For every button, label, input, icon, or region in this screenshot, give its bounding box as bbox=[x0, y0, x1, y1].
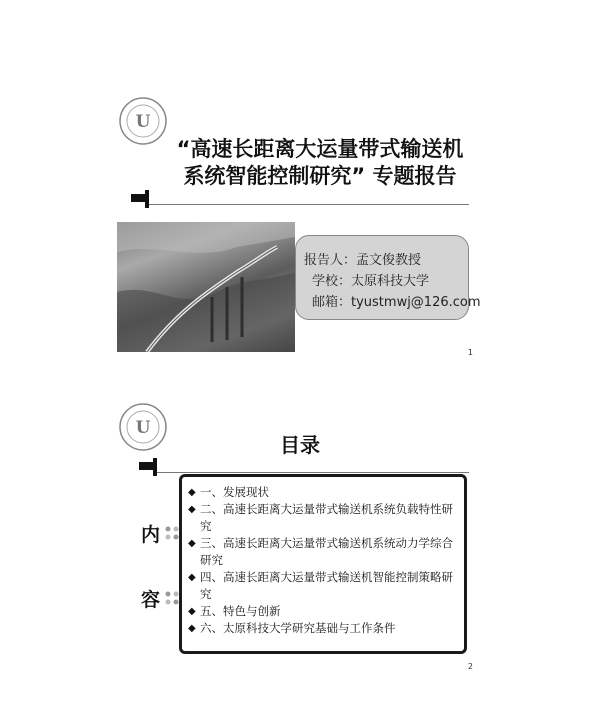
toc-item: ◆ 三、高速长距离大运量带式输送机系统动力学综合研究 bbox=[188, 536, 453, 567]
page-number: 2 bbox=[467, 662, 473, 671]
toc-item: ◆ 五、特色与创新 bbox=[188, 604, 281, 618]
side-char-nei: 内 bbox=[141, 524, 161, 546]
dots-icon bbox=[165, 526, 179, 540]
reporter-name: 报告人：孟文俊教授 bbox=[304, 253, 422, 268]
reporter-email: 邮箱：tyustmwj@126.com bbox=[312, 295, 481, 310]
report-title-line-2: 系统智能控制研究” 专题报告 bbox=[183, 164, 457, 188]
dots-icon bbox=[165, 591, 179, 605]
rule-marker bbox=[131, 194, 145, 202]
reporter-info-box bbox=[295, 235, 481, 320]
conveyor-photo bbox=[117, 222, 295, 352]
title-rule bbox=[157, 472, 469, 473]
logo-letter: U bbox=[135, 418, 151, 438]
rule-marker-bar bbox=[153, 458, 157, 476]
university-logo bbox=[118, 96, 168, 146]
rule-marker bbox=[139, 462, 153, 470]
rule-marker-bar bbox=[145, 190, 149, 208]
toc-item: ◆ 二、高速长距离大运量带式输送机系统负载特性研究 bbox=[188, 502, 453, 533]
title-rule bbox=[149, 204, 469, 205]
diamond-bullet-icon: ◆ bbox=[188, 572, 196, 583]
diamond-bullet-icon: ◆ bbox=[188, 487, 196, 498]
toc-box bbox=[179, 474, 467, 654]
diamond-bullet-icon: ◆ bbox=[188, 623, 196, 634]
page-number: 1 bbox=[467, 348, 473, 357]
slide-2 bbox=[115, 392, 485, 674]
toc-item: ◆ 六、太原科技大学研究基础与工作条件 bbox=[188, 621, 396, 635]
toc-item: ◆ 四、高速长距离大运量带式输送机智能控制策略研究 bbox=[188, 570, 453, 601]
reporter-school: 学校：太原科技大学 bbox=[312, 274, 430, 289]
diamond-bullet-icon: ◆ bbox=[188, 606, 196, 617]
toc-item: ◆ 一、发展现状 bbox=[188, 485, 269, 499]
slide-1 bbox=[115, 90, 485, 362]
diamond-bullet-icon: ◆ bbox=[188, 538, 196, 549]
report-title-line-1: “高速长距离大运量带式输送机 bbox=[176, 137, 464, 161]
side-char-rong: 容 bbox=[141, 589, 161, 611]
diamond-bullet-icon: ◆ bbox=[188, 504, 196, 515]
logo-letter: U bbox=[135, 112, 151, 132]
toc-title: 目录 bbox=[280, 433, 320, 457]
report-title bbox=[170, 136, 470, 190]
